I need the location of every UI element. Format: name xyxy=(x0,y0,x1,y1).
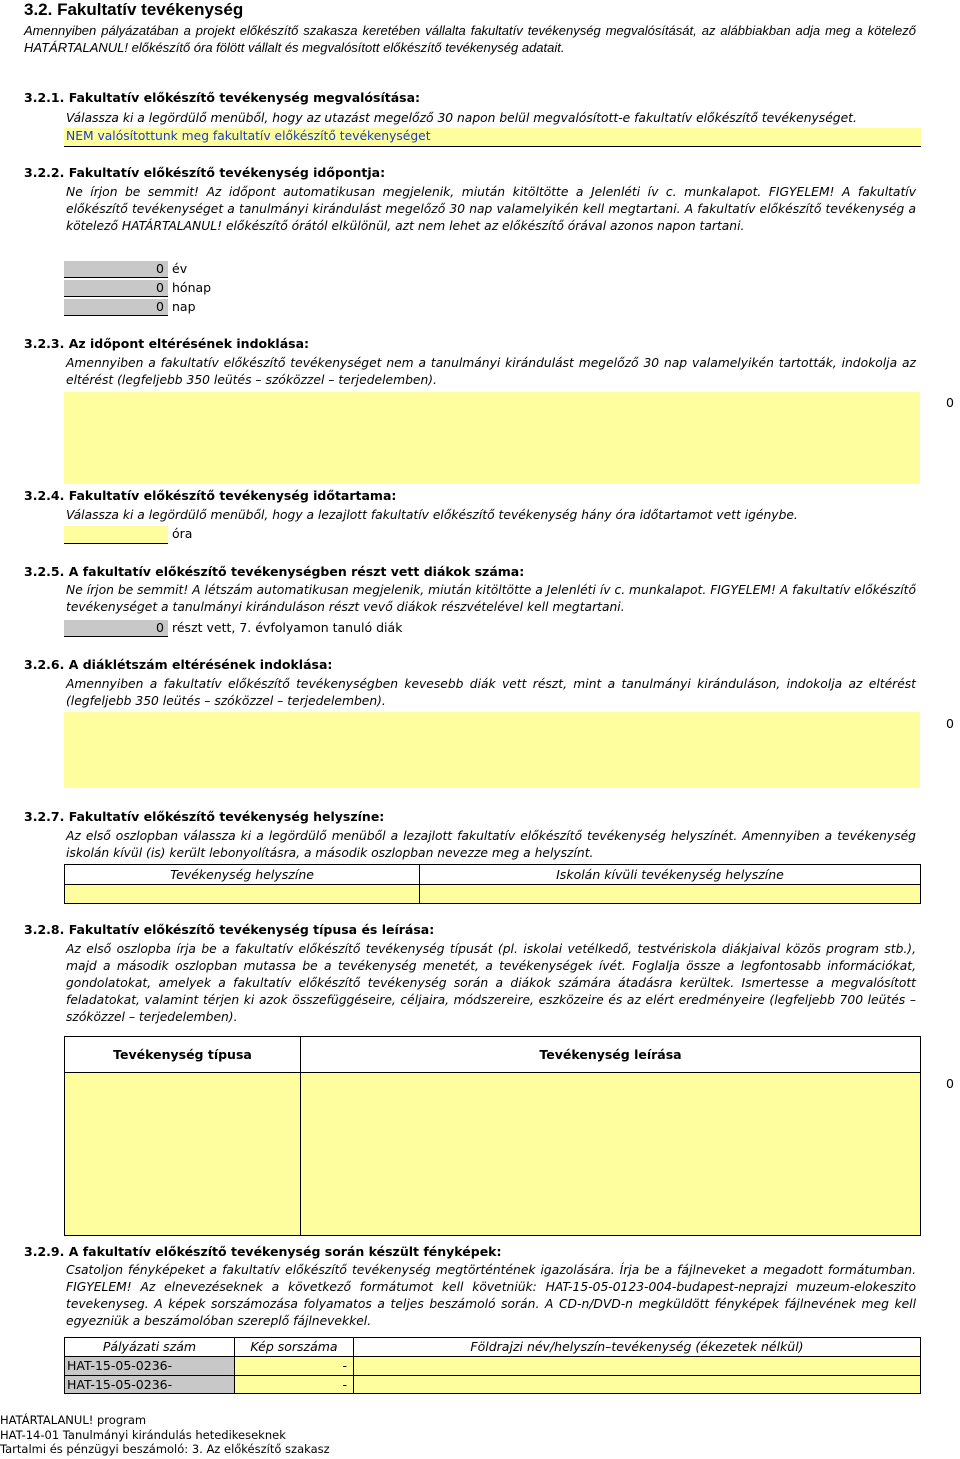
s8-desc: Az első oszlopba írja be a fakultatív előkészítő tevékenység típusát (pl. iskolai vetélkedő, testvériskola diákjaival közös program stb.), majd a második oszlopban mutassa be a tevékenység menetét, a tevékenységek ívét. Foglalja össze a legfontosabb információkat, gondolatokat, amelyek a fakultatív előkészítő tevékenység során a diákok számára átadásra kerültek. Ismertesse a megvalósított feladatokat, valamint térjen ki azok összefüggéseire, céljaira, módszereire, eszközeire és az elért eredményeire (legfeljebb 700 leütés – szóközzel – terjedelemben). xyxy=(66,942,916,1024)
s9-row2-number: HAT-15-05-0236- xyxy=(65,1376,235,1393)
s6-desc: Amennyiben a fakultatív előkészítő tevékenységben kevesebb diák vett részt, mint a tanulmányi kiránduláson, indokolja az eltérést (legfeljebb 350 leütés – szóközzel – terjedelemben). xyxy=(66,677,916,708)
s3-title: 3.2.3. Az időpont eltérésének indoklása: xyxy=(24,336,310,351)
s8-col2-header: Tevékenység leírása xyxy=(301,1037,920,1073)
s5-title: 3.2.5. A fakultatív előkészítő tevékenységben részt vett diákok száma: xyxy=(24,564,525,579)
s8-char-counter: 0 xyxy=(946,1076,954,1091)
s9-row1-number: HAT-15-05-0236- xyxy=(65,1357,235,1376)
s4-title: 3.2.4. Fakultatív előkészítő tevékenység időtartama: xyxy=(24,488,397,503)
s7-col1-header: Tevékenység helyszíne xyxy=(65,865,420,885)
s5-count-value: 0 xyxy=(64,620,168,637)
s2-day-unit: nap xyxy=(172,299,196,314)
s2-title: 3.2.2. Fakultatív előkészítő tevékenység időpontja: xyxy=(24,165,386,180)
s9-col3-header: Földrajzi név/helyszín–tevékenység (ékezetek nélkül) xyxy=(354,1338,920,1357)
intro-text: Amennyiben pályázatában a projekt előkészítő szakasza keretében vállalta fakultatív tevékenység megvalósítását, az alábbiakban adja meg a kötelező HATÁRTALANUL! előkészítő óra fölött vállalt és megvalósított előkészítő tevékenység adatait. xyxy=(24,23,916,55)
s9-title: 3.2.9. A fakultatív előkészítő tevékenység során készült fényképek: xyxy=(24,1244,502,1259)
s7-table xyxy=(64,864,921,904)
s7-col2-header: Iskolán kívüli tevékenység helyszíne xyxy=(420,865,920,885)
section-title: 3.2. Fakultatív tevékenység xyxy=(24,0,244,19)
s1-title: 3.2.1. Fakultatív előkészítő tevékenység megvalósítása: xyxy=(24,90,421,105)
s7-title: 3.2.7. Fakultatív előkészítő tevékenység helyszíne: xyxy=(24,809,385,824)
footer-line2: HAT-14-01 Tanulmányi kirándulás hetedikeseknek xyxy=(0,1427,286,1442)
s5-desc: Ne írjon be semmit! A létszám automatikusan megjelenik, miután kitöltötte a Jelenléti ív c. munkalapot. FIGYELEM! A fakultatív előkészítő tevékenységet a tanulmányi kiránduláson részt vevő diákok részvételével kell megtartani. xyxy=(66,583,916,614)
s4-hours-select[interactable] xyxy=(64,526,168,544)
s4-desc: Válassza ki a legördülő menüből, hogy a lezajlott fakultatív előkészítő tevékenység hány óra időtartamot vett igénybe. xyxy=(66,508,798,522)
s3-char-counter: 0 xyxy=(946,395,954,410)
s6-textarea[interactable] xyxy=(64,712,920,788)
s4-unit: óra xyxy=(172,526,193,541)
s8-title: 3.2.8. Fakultatív előkészítő tevékenység típusa és leírása: xyxy=(24,922,435,937)
s3-desc: Amennyiben a fakultatív előkészítő tevékenységet nem a tanulmányi kirándulást megelőző 30 nap valamelyikén tartották, indokolja az eltérést (legfeljebb 350 leütés – szóközzel – terjedelemben). xyxy=(66,356,916,387)
s7-location-select[interactable] xyxy=(65,885,420,903)
s9-row1-filename-input[interactable] xyxy=(354,1357,920,1376)
s2-desc: Ne írjon be semmit! Az időpont automatikusan megjelenik, miután kitöltötte a Jelenléti ív c. munkalapot. FIGYELEM! A fakultatív előkészítő tevékenységet a tanulmányi kirándulást megelőző 30 nap valamelyikén kell megtartani. A fakultatív előkészítő tevékenység a kötelező HATÁRTALANUL! előkészítő órától elkülönül, azt nem lehet az előkészítő órával azonos napon tartani. xyxy=(66,185,916,233)
s8-table xyxy=(64,1036,921,1236)
s9-row2-filename-input[interactable] xyxy=(354,1376,920,1393)
s9-row1-image-index[interactable]: - xyxy=(235,1357,354,1376)
footer-line1: HATÁRTALANUL! program xyxy=(0,1413,147,1427)
footer-line3: Tartalmi és pénzügyi beszámoló: 3. Az előkészítő szakasz xyxy=(0,1442,330,1456)
s9-table xyxy=(64,1337,921,1394)
s1-select[interactable] xyxy=(64,128,921,147)
s6-title: 3.2.6. A diáklétszám eltérésének indoklása: xyxy=(24,657,333,672)
s6-char-counter: 0 xyxy=(946,716,954,731)
s2-year-unit: év xyxy=(172,261,188,276)
s3-textarea[interactable] xyxy=(64,392,920,484)
s8-description-input[interactable] xyxy=(301,1073,920,1235)
s7-desc: Az első oszlopban válassza ki a legördülő menüből a lezajlott fakultatív előkészítő tevékenység helyszínét. Amennyiben a tevékenység iskolán kívül (is) került lebonyolításra, a második oszlopban nevezze meg a helyszínt. xyxy=(66,829,916,860)
s1-select-value: NEM valósítottunk meg fakultatív előkészítő tevékenységet xyxy=(66,129,431,143)
s5-unit: részt vett, 7. évfolyamon tanuló diák xyxy=(172,620,403,635)
s1-desc: Válassza ki a legördülő menüből, hogy az utazást megelőző 30 napon belül megvalósított-e fakultatív előkészítő tevékenységet. xyxy=(66,111,857,125)
s2-year-value: 0 xyxy=(64,261,168,278)
s7-external-location-input[interactable] xyxy=(420,885,920,903)
s2-month-value: 0 xyxy=(64,280,168,297)
s8-type-input[interactable] xyxy=(65,1073,301,1235)
s2-day-value: 0 xyxy=(64,299,168,316)
s9-desc: Csatoljon fényképeket a fakultatív előkészítő tevékenység megtörténtének igazolására. Írja be a fájlneveket a megadott formátumban. FIGYELEM! Az elnevezéseknek a következő formátumot kell követniük: HAT-15-05-0123-004-budapest-neprajzi muzeum-elokeszito tevekenyseg. A képek sorszámozása folyamatos a teljes beszámoló során. A CD-n/DVD-n megküldött fényképek fájlnevének meg kell egyezniük a beszámolóban szereplő fájlnevekkel. xyxy=(66,1263,916,1328)
s2-month-unit: hónap xyxy=(172,280,212,295)
s9-row2-image-index[interactable]: - xyxy=(235,1376,354,1393)
s8-col1-header: Tevékenység típusa xyxy=(65,1037,301,1073)
s9-col1-header: Pályázati szám xyxy=(65,1338,235,1357)
s9-col2-header: Kép sorszáma xyxy=(235,1338,354,1357)
footer xyxy=(0,1413,330,1457)
